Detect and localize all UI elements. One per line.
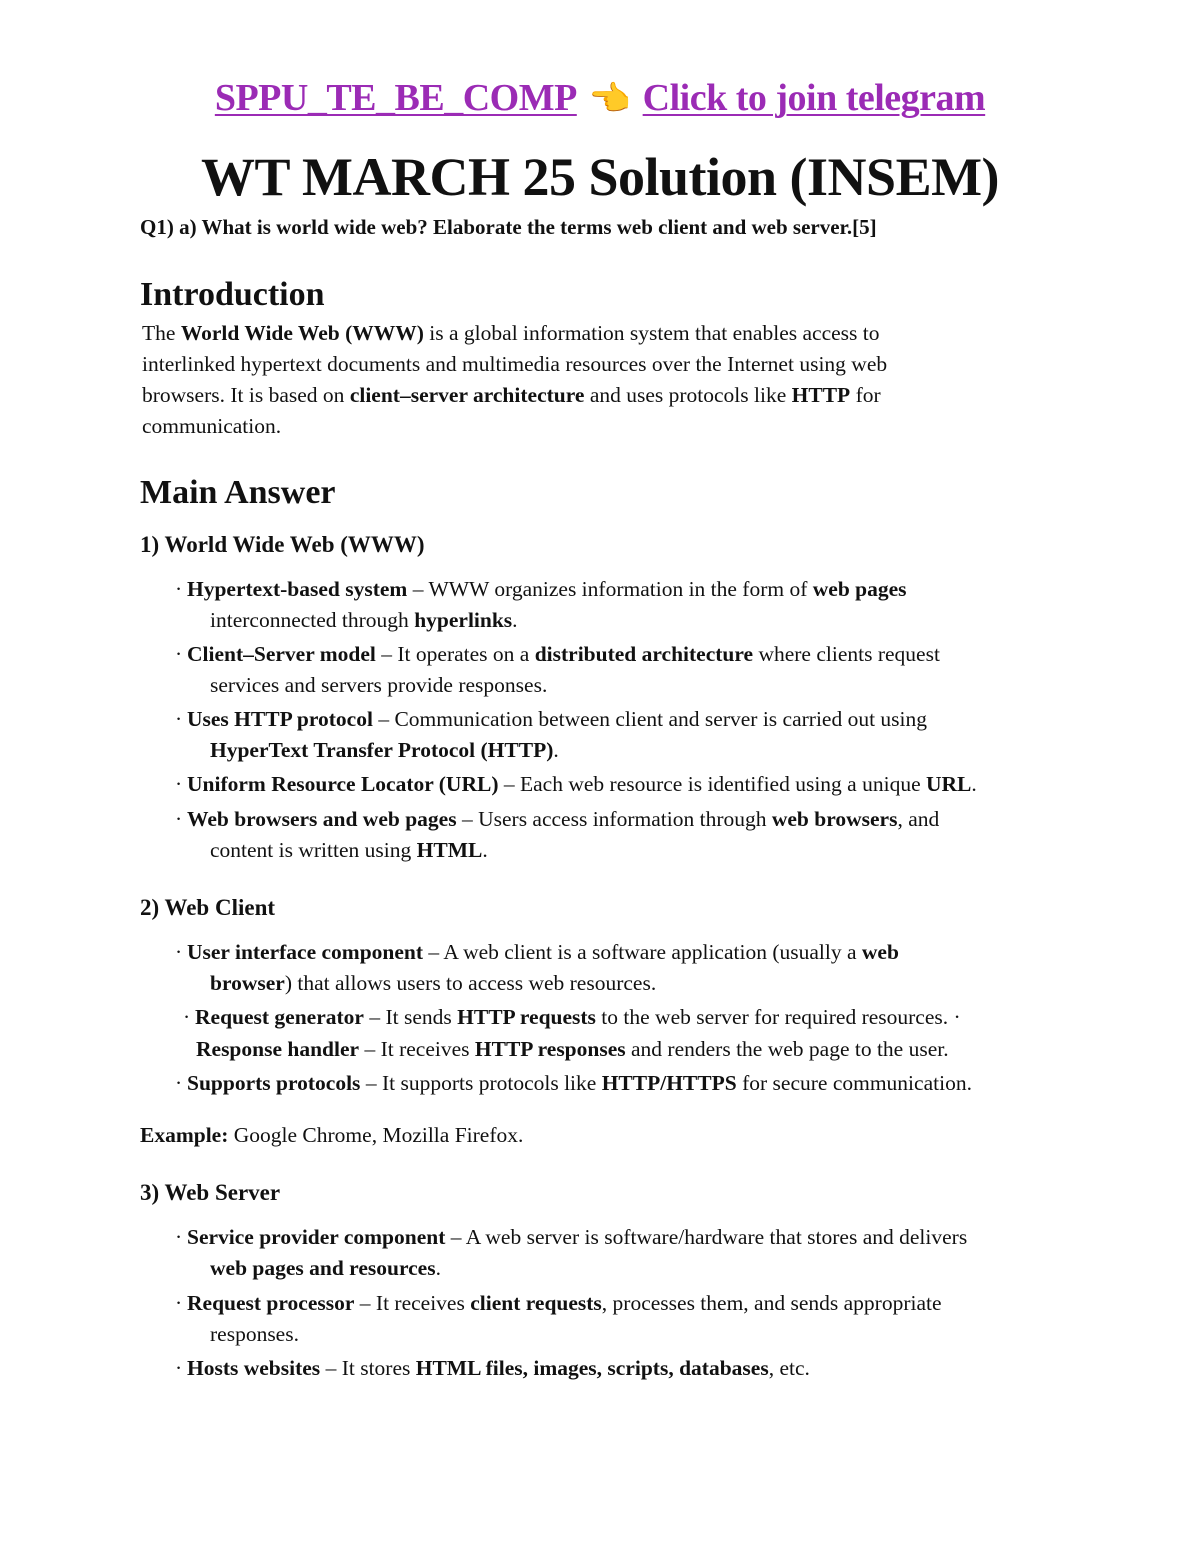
- list-item: · Hypertext-based system – WWW organizes information in the form of web pages interconnected through hyperlinks.: [175, 577, 907, 632]
- list-item: · Supports protocols – It supports protocols like HTTP/HTTPS for secure communication.: [175, 1071, 972, 1095]
- list-item: · Web browsers and web pages – Users access information through web browsers, and content is written using HTML.: [175, 807, 940, 862]
- section-www-heading: 1) World Wide Web (WWW): [140, 532, 425, 557]
- section-web-server-heading: 3) Web Server: [140, 1180, 281, 1205]
- banner-link-text: Click to join telegram: [642, 77, 986, 119]
- list-item: · Hosts websites – It stores HTML files, images, scripts, databases, etc.: [175, 1356, 810, 1380]
- list-item: · Request processor – It receives client requests, processes them, and sends appropriate responses.: [175, 1291, 942, 1346]
- list-item: · Uses HTTP protocol – Communication between client and server is carried out using HyperText Transfer Protocol (HTTP).: [175, 707, 928, 762]
- introduction-paragraph: The World Wide Web (WWW) is a global information system that enables access to interlinked hypertext documents and multimedia resources over the Internet using web browsers. It is based on client–server architecture and uses protocols like HTTP for communication.: [142, 321, 888, 438]
- question-text: Q1) a) What is world wide web? Elaborate the terms web client and web server.[5]: [140, 215, 877, 239]
- list-item: · Uniform Resource Locator (URL) – Each web resource is identified using a unique URL.: [175, 772, 977, 796]
- list-item: · User interface component – A web client is a software application (usually a web browser) that allows users to access web resources.: [175, 940, 899, 995]
- page-title: WT MARCH 25 Solution (INSEM): [200, 147, 1000, 207]
- list-item: Response handler – It receives HTTP responses and renders the web page to the user.: [196, 1037, 949, 1061]
- list-item: · Service provider component – A web server is software/hardware that stores and delivers web pages and resources.: [175, 1225, 968, 1280]
- telegram-banner: [0, 76, 1200, 120]
- list-item: · Request generator – It sends HTTP requests to the web server for required resources. ·: [183, 1005, 961, 1029]
- pointing-hand-icon: 👈: [588, 81, 631, 118]
- example-line: Example: Google Chrome, Mozilla Firefox.: [140, 1123, 524, 1147]
- main-answer-heading: Main Answer: [140, 474, 336, 511]
- list-item: · Client–Server model – It operates on a distributed architecture where clients request services and servers provide responses.: [175, 642, 940, 697]
- introduction-heading: Introduction: [140, 276, 325, 313]
- banner-prefix: SPPU_TE_BE_COMP: [214, 77, 577, 119]
- section-web-client-heading: 2) Web Client: [140, 895, 276, 920]
- telegram-join-link[interactable]: [215, 77, 985, 119]
